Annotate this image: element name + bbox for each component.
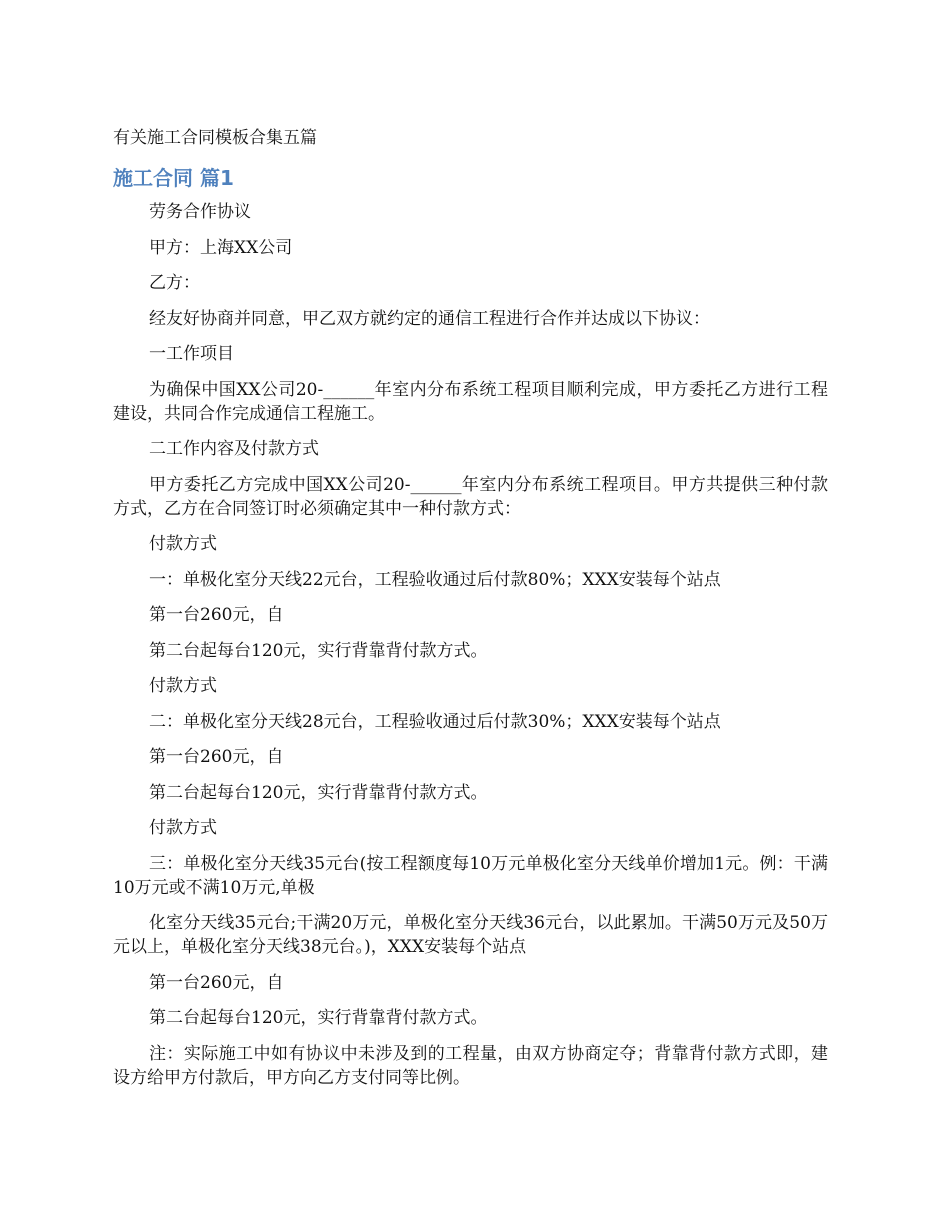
- paragraph-party-a: 甲方：上海XX公司: [149, 237, 293, 258]
- paragraph-payment-option-3-continued: 化室分天线35元台;干满20万元，单极化室分天线36元台，以此累加。干满50万元及50万元以上，单极化室分天线38元台。)，XXX安装每个站点: [113, 913, 828, 957]
- paragraph-payment-method-label: 付款方式: [149, 818, 217, 838]
- paragraph-section-2-title: 二工作内容及付款方式: [149, 439, 319, 459]
- paragraph-subsequent-unit-price: 第二台起每台120元，实行背靠背付款方式。: [149, 640, 488, 661]
- paragraph-first-unit-price: 第一台260元，自: [149, 747, 284, 767]
- paragraph-note: 注：实际施工中如有协议中未涉及到的工程量，由双方协商定夺；背靠背付款方式即，建设方给甲方付款后，甲方向乙方支付同等比例。: [113, 1043, 828, 1088]
- paragraph-party-b: 乙方：: [149, 273, 200, 293]
- paragraph-section-1-title: 一工作项目: [149, 344, 234, 364]
- paragraph-section-2-body: 甲方委托乙方完成中国XX公司20-______年室内分布系统工程项目。甲方共提供三种付款方式，乙方在合同签订时必须确定其中一种付款方式：: [113, 474, 828, 519]
- paragraph-payment-method-label: 付款方式: [149, 676, 217, 696]
- paragraph-payment-option-1: 一：单极化室分天线22元台，工程验收通过后付款80%；XXX安装每个站点: [149, 569, 721, 590]
- document-title: 有关施工合同模板合集五篇: [113, 128, 317, 148]
- paragraph-first-unit-price: 第一台260元，自: [149, 972, 284, 993]
- paragraph-subsequent-unit-price: 第二台起每台120元，实行背靠背付款方式。: [149, 782, 488, 803]
- paragraph-first-unit-price: 第一台260元，自: [149, 605, 284, 625]
- paragraph-preamble: 经友好协商并同意，甲乙双方就约定的通信工程进行合作并达成以下协议：: [149, 308, 710, 329]
- paragraph-payment-method-label: 付款方式: [149, 534, 217, 554]
- paragraph-agreement-title: 劳务合作协议: [149, 202, 251, 222]
- paragraph-payment-option-3: 三：单极化室分天线35元台(按工程额度每10万元单极化室分天线单价增加1元。例：干满10万元或不满10万元,单极: [113, 853, 828, 898]
- section-heading: 施工合同 篇1: [113, 166, 234, 190]
- paragraph-subsequent-unit-price: 第二台起每台120元，实行背靠背付款方式。: [149, 1008, 488, 1028]
- paragraph-payment-option-2: 二：单极化室分天线28元台，工程验收通过后付款30%；XXX安装每个站点: [149, 711, 721, 732]
- paragraph-section-1-body: 为确保中国XX公司20-______年室内分布系统工程项目顺利完成，甲方委托乙方进行工程建设，共同合作完成通信工程施工。: [113, 379, 828, 424]
- document-body: [113, 200, 828, 1101]
